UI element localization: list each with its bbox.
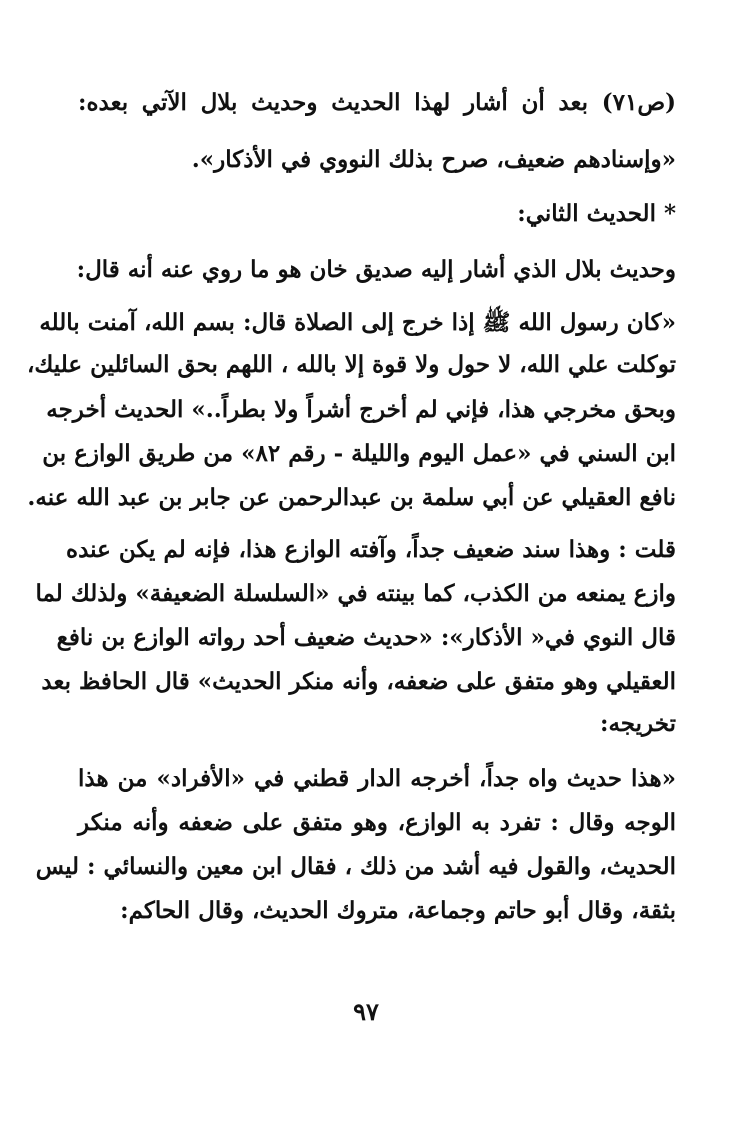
text-line-14: تخريجه: [599, 710, 676, 737]
page-number: ٩٧ [353, 997, 379, 1026]
text-line-10: قلت : وهذا سند ضعيف جداً، وآفته الوازع هذا، فإنه لم يكن عنده [66, 536, 676, 563]
text-line-18: بثقة، وقال أبو حاتم وجماعة، متروك الحديث، وقال الحاكم: [120, 897, 676, 924]
text-line-17: الحديث، والقول فيه أشد من ذلك ، فقال ابن معين والنسائي : ليس [35, 853, 676, 880]
text-line-6: توكلت علي الله، لا حول ولا قوة إلا بالله ، اللهم بحق السائلين عليك، [27, 351, 676, 378]
text-line-13: العقيلي وهو متفق على ضعفه، وأنه منكر الحديث» قال الحافظ بعد [41, 668, 676, 695]
text-line-2: «وإسنادهم ضعيف، صرح بذلك النووي في الأذكار». [191, 146, 676, 173]
text-line-16: الوجه وقال : تفرد به الوازع، وهو متفق على ضعفه وأنه منكر [78, 809, 676, 836]
text-line-15: «هذا حديث واه جداً، أخرجه الدار قطني في «الأفراد» من هذا [78, 765, 676, 792]
text-line-1: (ص٧١) بعد أن أشار لهذا الحديث وحديث بلال الآتي بعده: [78, 89, 677, 116]
text-line-9: نافع العقيلي عن أبي سلمة بن عبدالرحمن عن جابر بن عبد الله عنه. [27, 484, 676, 511]
text-line-5: «كان رسول الله ﷺ إذا خرج إلى الصلاة قال: بسم الله، آمنت بالله [39, 309, 676, 336]
text-line-12: قال النوي في« الأذكار»: «حديث ضعيف أحد رواته الوازع بن نافع [56, 624, 676, 651]
section-heading: * الحديث الثاني: [517, 200, 676, 227]
text-line-8: ابن السني في «عمل اليوم والليلة - رقم ٨٢» من طريق الوازع بن [42, 440, 676, 467]
text-line-7: وبحق مخرجي هذا، فإني لم أخرج أشراً ولا بطراً..» الحديث أخرجه [46, 396, 676, 423]
text-line-11: وازع يمنعه من الكذب، كما بينته في «السلسلة الضعيفة» ولذلك لما [35, 580, 676, 607]
text-line-4: وحديث بلال الذي أشار إليه صديق خان هو ما روي عنه أنه قال: [76, 256, 676, 283]
